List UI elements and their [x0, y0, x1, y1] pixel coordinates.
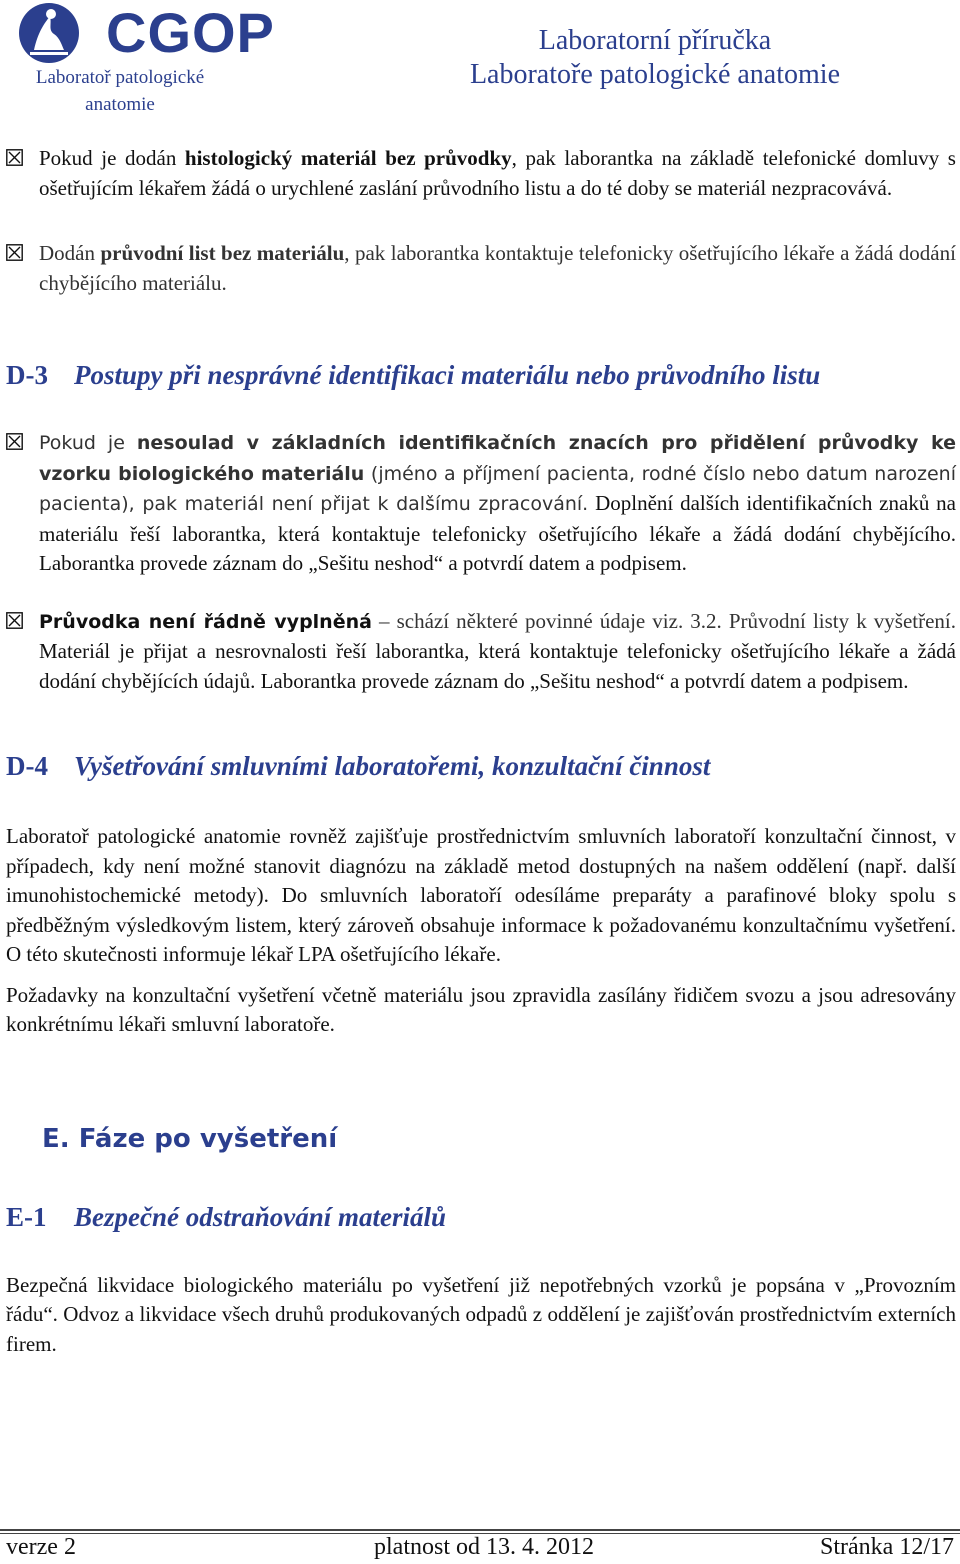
- heading-d4: D-4 Vyšetřování smluvními laboratořemi, konzultační činnost: [6, 751, 711, 781]
- heading-e1: E-1 Bezpečné odstraňování materiálů: [6, 1201, 447, 1232]
- paragraph-e1-disposal: Bezpečná likvidace biologického materiálu po vyšetření již nepotřebných vzorků je popsána v „Provozním řádu“. Odvoz a likvidace všech druhů produkovaných odpadů z oddělení je zajišťován prostřednictvím externích firem.: [6, 1272, 956, 1356]
- cgop-logo: [14, 1, 275, 64]
- footer-page-number: Stránka 12/17: [820, 1534, 954, 1560]
- footer-version: verze 2: [6, 1534, 76, 1560]
- paragraph-d4-requests: Požadavky na konzultační vyšetření včetně materiálu jsou zpravidla zasílány řidičem svozu a jsou adresovány konkrétnímu lékaři smluvní laboratoře.: [6, 982, 956, 1036]
- logo-text: CGOP: [106, 1, 275, 64]
- document-body: [6, 140, 956, 1359]
- heading-e: E. Fáze po vyšetření: [42, 1123, 338, 1154]
- footer-validity: platnost od 13. 4. 2012: [374, 1534, 594, 1560]
- heading-d3: D-3 Postupy při nesprávné identifikaci materiálu nebo průvodního listu: [6, 360, 821, 390]
- checkbox-x-icon: [6, 612, 23, 629]
- bullet-no-material: Dodán průvodní list bez materiálu, pak laborantka kontaktuje telefonicky ošetřujícího lékaře a žádá dodání chybějícího materiálu.: [6, 239, 956, 298]
- bullet-no-request-form: Pokud je dodán histologický materiál bez průvodky, pak laborantka na základě telefonické domluvy s ošetřujícím lékařem žádá o urychlené zaslání průvodního listu a do té doby se materiál nezpracovává.: [6, 144, 956, 203]
- header-titles: [470, 24, 840, 92]
- footer-rule: [0, 1529, 960, 1531]
- logo-emblem-icon: [14, 2, 84, 64]
- bullet-incomplete-form: Průvodka není řádně vyplněná – schází některé povinné údaje viz. 3.2. Průvodní listy k vyšetření. Materiál je přijat a nesrovnalosti řeší laborantka, která kontaktuje telefonicky ošetřujícího lékaře a žádá dodání chybějících údajů. Laborantka provede záznam do „Sešitu neshod“ a potvrdí datem a podpisem.: [6, 607, 956, 697]
- document-title: Laboratorní příručka: [538, 25, 772, 56]
- paragraph-d4-consultation: Laboratoř patologické anatomie rovněž zajišťuje prostřednictvím smluvních laboratoří konzultační činnost, v případech, kdy není možné stanovit diagnózu na základě metod dostupných na našem oddělení (např. další imunohistochemické metody). Do smluvních laboratoří odesíláme preparáty a parafinové bloky spolu s předběžným výsledkovým listem, který zároveň obsahuje informace k požadovanému konzultačnímu vyšetření. O této skutečnosti informuje lékař LPA ošetřujícího lékaře.: [6, 824, 956, 966]
- page-header: [0, 0, 960, 120]
- page-footer: [0, 1524, 960, 1564]
- checkbox-x-icon: [6, 433, 23, 450]
- department-title: Laboratoře patologické anatomie: [469, 59, 840, 90]
- logo-subtitle: Laboratoř patologické anatomie: [35, 67, 205, 115]
- checkbox-x-icon: [6, 149, 23, 166]
- bullet-identification-mismatch: Pokud je nesoulad v základních identifikačních znacích pro přidělení průvodky ke vzorku biologického materiálu (jméno a příjmení pacienta, rodné číslo nebo datum narození pacienta), pak materiál není přijat k dalšímu zpracování. Doplnění dalších identifikačních znaků na materiálu řeší laborantka, která kontaktuje telefonicky ošetřujícího lékaře a žádá dodání chybějícího. Laborantka provede záznam do „Sešitu neshod“ a potvrdí datem a podpisem.: [6, 428, 956, 579]
- checkbox-x-icon: [6, 244, 23, 261]
